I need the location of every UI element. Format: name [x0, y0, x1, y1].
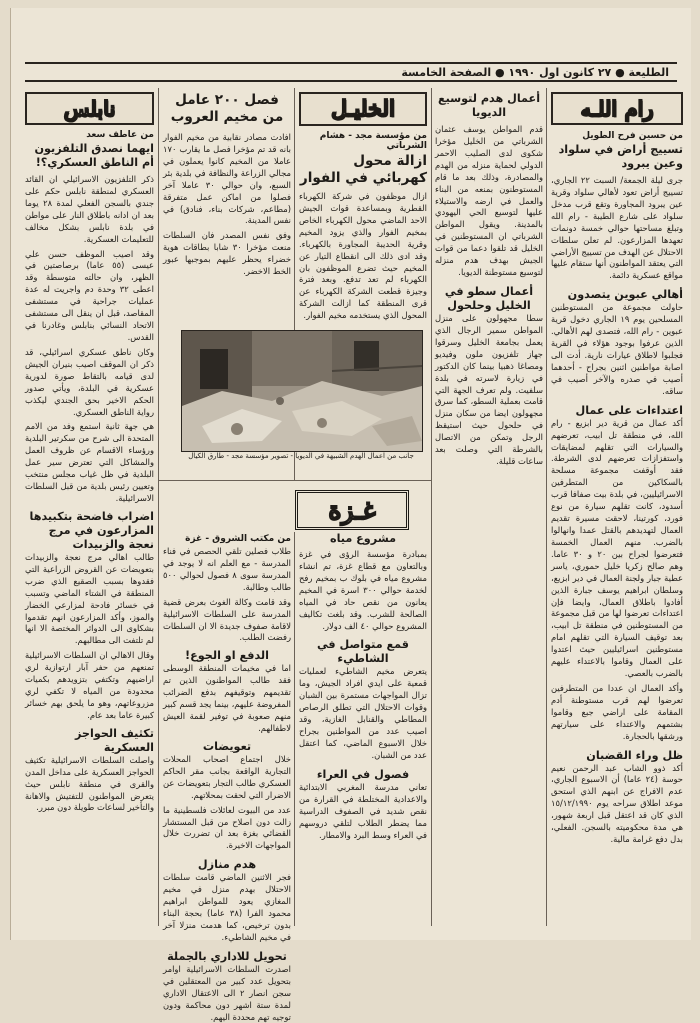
gaza-subheading: تعويضات — [202, 739, 252, 753]
nablus-paragraph: وقد اصيب الموظف حسن علي عيسى (٥٥ عاما) برصاصتين في الظهر، وان حالته متوسطة وقد اعطى ٣٢ وحدة دم واجريت له عدة عمليات جراحية في مستشفى المقاصد، قبل ان ينقل الى مستشفى الاتحاد النسائي بنابلس وغادرنا في القدس. — [25, 248, 155, 342]
ramallah-banner: رام اللـه — [551, 92, 683, 125]
gaza-paragraph: وقد قامت وكالة الغوث بعرض قضية المدرسة على السلطات الاسرائيلية لاقامة صفوف جديدة الا ان السلطات رفضت الطلب. — [163, 596, 291, 643]
gaza-column-3 — [163, 532, 292, 1022]
hebron-byline: من مؤسسة مجد - هشام الشرباتي — [319, 131, 427, 151]
gaza-paragraph: طلاب فصلين تلقي الحصص في فناء المدرسة - مع العلم انه لا يوجد في المدرسة سوى ٨ فصول لحوالي ٥٠٠ طالب وطالبة. — [163, 546, 291, 592]
gaza-subheading: الدفع او الجوع! — [185, 649, 269, 663]
gaza-banner-text: غـزة — [328, 495, 376, 525]
hebron-banner: الخليـل — [299, 92, 427, 126]
nablus-paragraph: وكان ناطق عسكري اسرائيلي، قد ذكر ان الموقف اصيب بنيران الجيش لدى قيامه بالتقاط صورة لدورية عسكرية في البلدة، ويأتي صدور الحكم الاخير بحق الجندي ليكذب رواية الناطق العسكري. — [25, 346, 154, 417]
photo-caption: جانب من اعمال الهدم الشبيهة في الديويا - تصوير مؤسسة مجد - طارق الكيال — [188, 452, 414, 460]
nablus-headline: ايهما نصدق التلفزيون أم الناطق العسكري؟! — [34, 142, 154, 169]
gaza-paragraph: اصدرت السلطات الاسرائيلية اوامر بتحويل عدد كبير من المعتقلين في سجن انصار ٢ الى الاعتقال الاداري لمدة ستة اشهر دون محاكمة ودون توجيه تهم محددة اليهم. — [163, 963, 292, 1022]
hebron-column-a — [299, 92, 427, 324]
nablus-paragraph: هي جهة ثانية استمع وفد من الامم المتحدة الى شرح من سكرتير البلدية ورؤساء الاقسام عن ظروف العمل والمشاكل التي تعترض سير عمل البلدية في ظل غياب مجلس منتخب وتعيين رئيس بلدية من قبل السلطات الاسرائيلية. — [25, 421, 154, 503]
ramallah-subheading: ظل وراء القضبان — [586, 748, 683, 762]
ramallah-paragraph: أكد عمال من قرية دير ابزيع - رام الله، في منطقة تل ابيب، تعرضهم والسيارات التي تقلهم لمضايقات واستفزازات تعرضهم لدى الشرطة. فقد أوقفت مجموعة مسلحة بالسكاكين من المتطرفين الاسرائيليين، في بلدة بيت صفافا قرب أسدود، كانت تقلهم سيارة من نوع فورد، كورتينا، لاحقت مسيرة تقديم العمال لتهديدهم بالقتل عمدا وانهالوا بالضرب. منهم العمال الخمسة فتعرضوا لجراح بين ٢٠ و ٣٠ عاما. وهم صالح زكريا خليل حموري، ياسر عطية جبار ولجنة العمال في دير ابزيع، وسلطان ابراهيم يوسف جبارة الذين أفادوا باطلاق العمال، وايضا فإن اعتداءات تعرضوا لها من قبل مجموعة من المستوطنين في منطقة تل ابيب، بعد توقيف السيارة التي تقلهم امام مستوطنين اسرائيليين حيث اعتدوا على العمال وقاموا بالاعتداء عليهم بالضرب بالعصي. — [551, 417, 683, 679]
gaza-paragraph: خلال اجتماع اصحاب المحلات التجارية الواقعة بجانب مقر الحاكم العسكري طالب التجار بتعويضات عن الاضرار التي لحقت بمحلاتهم. — [163, 753, 291, 800]
column-rule — [546, 88, 547, 926]
hebron-paragraph: سطا مجهولون على منزل المواطن سمير الرجال الذي يعمل بجامعة الخليل وسرقوا جهاز تلفزيون ملون وفيديو ومصاغا ذهبيا بينما كان الدكتور في زيارة لاسرته في بلدة سلفيت. ولم تعرف الجهة التي قامت بعملية السطو، كما سرق مجهولون ايضا من سكان منزل في حلحول حيث استيقظ الرجل وتمكن من الاتصال بالشرطة التي وصلت بعد ساعات قليلة. — [435, 312, 543, 467]
gaza-subheading: فصول في العراء — [316, 767, 410, 781]
gaza-column-2 — [163, 534, 291, 802]
gaza-paragraph: عدد من البيوت لعائلات فلسطينية ما زالت دون اصلاح من قبل المستشار القضائي بغزة بعد ان تضررت خلال المواجهات الاخيرة. — [163, 804, 291, 851]
gaza-column-1 — [299, 532, 427, 926]
gaza-subheading: قمع متواصل في الشاطيء — [316, 638, 410, 666]
hebron-subheading: أعمال سطو في الخليل وحلحول — [444, 284, 534, 312]
aroub-paragraph: وفق نفس المصدر فان السلطات منعت مؤخرا ٣٠ شابا بطاقات هوية خضراء يحظر عليهم بموجبها عبور الخط الاخضر. — [163, 230, 291, 277]
column-rule — [431, 88, 432, 926]
ramallah-paragraph: وأكد العمال ان عددا من المتطرفين تعرضوا لهم قرب مستوطنة أدم المقامة على اراضي جبع وقاموا بشتمهم والاعتداء على سيارتهم ورشقها بالحجارة. — [551, 682, 683, 741]
ramallah-headline: تسييج أراض في سلواد وعين يبرود — [558, 143, 683, 170]
aroub-paragraph: افادت مصادر نقابية من مخيم الفوار بانه قد تم مؤخرا فصل ما يقارب ١٧٠ عاملا من المخيم كانوا يعملون في مجالي الزراعة والنظافة في بلدية بئر السبع، وان حوالي ٣٠ عاملا آخر فصلوا من اماكن عمل متفرقة (مطاعم، شركات بناء، فنادق) في نفس المدينة. — [163, 131, 291, 226]
gaza-paragraph: بمبادرة مؤسسة الرؤى في غزة وبالتعاون مع قطاع غزة، تم انشاء مشروع مياه في بلوك ب بمخيم رفح لخدمة حوالي ٣٠٠ اسرة في المخيم يعانون من نقص حاد في المياه الصالحة للشرب. وقد بلغت تكاليف المشروع حوالي ٤٠ الف دولار. — [299, 549, 427, 631]
page-header — [25, 62, 677, 82]
nablus-subheading: اضراب فاضحة بتكبيدها المزارعون في مرج نعجة والزبيدات — [29, 509, 154, 551]
hebron-column-b — [435, 92, 543, 926]
ramallah-paragraph: حاولت مجموعة من المستوطنين المسلحين يوم ١٩ الجاري دخول قرية عبوين - رام الله، فتصدى لهم الأهالي. الذين عرفوا بوجود هؤلاء في القرية فجلبوا لاطلاق عيارات نارية. أدت الى اصابة مواطنين اثنين بجراح - أحدهما أصيب في صدره والآخر أصيب في ساقه. — [551, 302, 683, 396]
hebron-headline: ازالة محول كهربائي في الفوار — [299, 153, 427, 186]
nablus-paragraph: ذكر التلفزيون الاسرائيلي ان القائد العسكري لمنطقة نابلس حكم على جندي بالسجن الفعلي لمدة ٢٨ يوما بعد ان ادانه باطلاق النار على مواطن في بلدة نابلس بشكل مخالف للتعليمات العسكرية. — [25, 174, 155, 244]
aroub-headline: فصل ٢٠٠ عامل من مخيم العروب — [170, 92, 284, 125]
gaza-byline: من مكتب الشروق - غزة — [185, 534, 291, 544]
ramallah-paragraph: جرى ليلة الجمعة/ السبت ٢٢ الجاري، تسييج أراض تعود لأهالي سلواد وقرية عين يبرود المجاورة وتقع قرب مدخل سلواد على شارع الطيبة - رام الله وتبلغ مساحتها حوالي خمسة دونمات تعهدها المزارعون. لم تعلن سلطات الاحتلال عن الهدف من تسييج الأراضي التي يعتقد المواطنون أنها ستقام عليها مواقع عسكرية دائمة. — [551, 175, 683, 281]
ramallah-paragraph: أكد ذوو الشاب عبد الرحمن نعيم حوسة (٢٤ عاما) أن الاسبوع الجاري، عدم الافراج عن ابنهم الذي استحق موعد اطلاق سراحه يوم ١٥/١٢/١٩٩٠ الذي كان قد اعتقل قبل اربعة شهور، هي مدة محكوميته بالسجن. الفعلي، بدل دفع غرامة مالية. — [551, 762, 683, 845]
newspaper-page — [10, 8, 691, 1022]
aroub-column — [163, 92, 291, 324]
nablus-paragraph: وقال الاهالي ان السلطات الاسرائيلية تمنعهم من حفر آبار ارتوازية لري اراضيهم وتكتفي بتزويدهم بكميات محدودة من المياه لا تكفي لري مزروعاتهم، وهو ما يلحق بهم خسائر كبيرة عاما بعد عام. — [25, 650, 154, 720]
ramallah-byline: من حسين فرح الطويل — [582, 131, 683, 141]
demolition-photo — [181, 330, 423, 452]
nablus-paragraph: طالب اهالي مرج نعجة والزبيدات بتعويضات عن القروض الزراعية التي فقدوها بسبب الصقيع الذي ضرب المنطقة في الشتاء الماضي وتسبب في خسائر فادحة لمزارعي الخضار والموز، وأكد المزارعون انهم تقدموا بشكاوى الى الدوائر المختصة الا انها لم تلتفت الى مطالبهم. — [25, 551, 154, 646]
nablus-banner: نابلس — [25, 92, 154, 125]
gaza-paragraph: فجر الاثنين الماضي قامت سلطات الاحتلال بهدم منزل في مخيم المغازي يعود للمواطن ابراهيم محمود الفرا (٣٨ عاما) بحجة البناء بدون ترخيص، كما هدمت منزلا آخر في مخيم الشاطيء. — [163, 872, 291, 942]
column-rule — [294, 532, 295, 926]
gaza-paragraph: تعاني مدرسة المغربي الابتدائية والاعدادية المختلطة في القرارة من نقص شديد في الصفوف الدراسية مما يضطر الطلاب لتلقي دروسهم في العراء وسط البرد والامطار. — [299, 781, 427, 840]
ramallah-column — [551, 92, 683, 932]
gaza-banner — [295, 490, 409, 530]
nablus-byline: من عاطف سعد — [86, 130, 154, 140]
hebron-subheading: أعمال هدم لتوسيع الديويا — [437, 92, 541, 119]
column-rule — [158, 88, 159, 926]
gaza-paragraph: اما في مخيمات المنطقة الوسطى فقد طالب المواطنون الذين تم تقديمهم وتوقيفهم بدفع الضرائب المفروضة عليهم، بينما يجد قسم كبير منهم صعوبة في توفير لقمة العيش لاطفالهم. — [163, 663, 291, 733]
ramallah-subheading: اعتداءات على عمال — [575, 403, 683, 417]
gaza-subheading: هدم منازل — [197, 858, 257, 872]
header-text: الطليعة ● ٢٧ كانون اول ١٩٩٠ ● الصفحة الخامسة — [401, 65, 669, 79]
section-rule — [158, 480, 431, 481]
gaza-subheading: مشروع مياه — [329, 532, 397, 545]
nablus-paragraph: واصلت السلطات الاسرائيلية تكثيف الحواجز العسكرية على مداخل المدن والقرى في منطقة نابلس حيث يتعرض المواطنون للتفتيش والاهانة والتأخير لساعات طويلة دون مبرر. — [25, 754, 154, 813]
gaza-subheading: تحويل للاداري بالجملة — [167, 949, 287, 963]
hebron-paragraph: ازال موظفون في شركة الكهرباء القطرية وبمساعدة قوات الجيش الاحد الماضي محول الكهرباء الخاص بمخيم الفوار والذي يزود المخيم وقرية الحديبة المجاورة بالكهرباء. وقد ادى ذلك الى انقطاع التيار عن المخيم حيث تضرع الموظفون بان الكهرباء لم تعد تدفع. وبعد فترة وجيزة قطعت الشركة الكهرباء عن قرى المنطقة كما ازالت الشركة المحول الذي يستخدمه مخيم الفوار. — [299, 190, 427, 321]
hebron-paragraph: قدم المواطن يوسف عثمان الشرباتي من الخليل مؤخرا شكوى لدى الصليب الاحمر الدولي لحماية منزله من الهدم والمصادرة، وذلك بعد ما قام المستوطنون بمنعه من البناء والعمل في ارضه والاستيلاء عليها لتوسيع الحي اليهودي بالمدينة. ويقول المواطن الشرباتي ان المستوطنين في الخليل قد تلقوا دعما من قوات الجيش بهدف هدم منزله لتوسيع مستوطنة الديويا. — [435, 124, 543, 278]
nablus-subheading: تكثيف الحواجز العسكرية — [74, 726, 154, 754]
gaza-paragraph: يتعرض مخيم الشاطيء لعمليات قمعية على ايدي افراد الجيش، وما تزال المواجهات مستمرة بين الشبان وقوات الاحتلال التي تطلق الرصاص المطاطي والقنابل الغازية، وقد اصيب عدد من المواطنين بجراح خلال الاسبوع الماضي، كما اعتقل عدد من الشبان. — [299, 666, 427, 760]
rubble-image — [182, 331, 422, 451]
ramallah-subheading: أهالي عبوين يتصدون — [567, 288, 683, 302]
nablus-column — [25, 92, 154, 926]
